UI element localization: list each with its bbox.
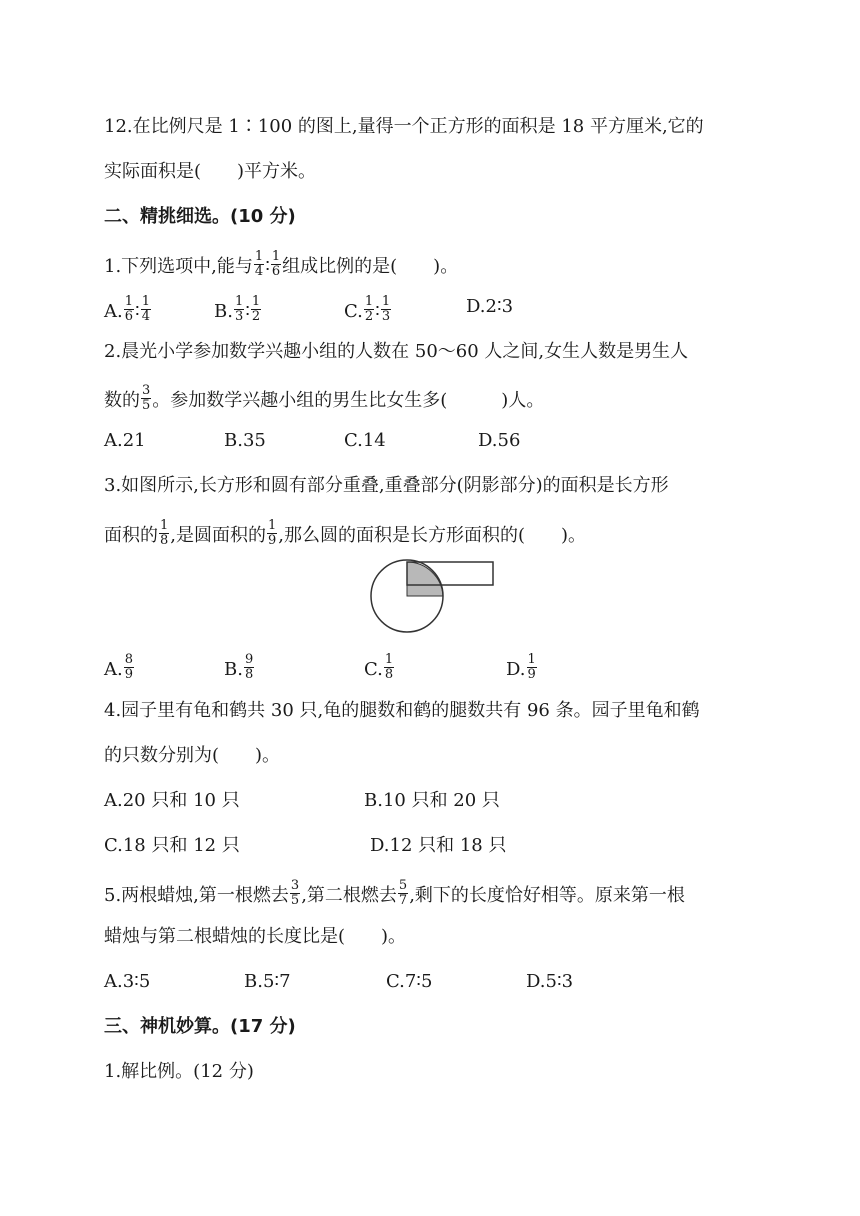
fraction bbox=[384, 653, 394, 681]
fraction bbox=[141, 295, 151, 323]
numerator: 3 bbox=[142, 383, 151, 398]
denominator: 6 bbox=[271, 263, 281, 279]
numerator: 8 bbox=[124, 652, 134, 667]
numerator: 1 bbox=[364, 294, 374, 309]
fraction bbox=[159, 519, 169, 547]
numerator: 1 bbox=[268, 518, 277, 533]
ratio-colon: ∶ bbox=[265, 256, 270, 278]
s2q1-option-a bbox=[104, 294, 152, 326]
fraction bbox=[141, 384, 151, 412]
s2q1-option-b bbox=[214, 294, 262, 326]
numerator: 9 bbox=[244, 652, 254, 667]
question-12-line-2: 实际面积是( )平方米。 bbox=[104, 161, 317, 182]
s2q4-option-d: D.12 只和 18 只 bbox=[370, 835, 507, 856]
numerator: 1 bbox=[271, 249, 281, 264]
fraction bbox=[364, 295, 374, 323]
denominator: 9 bbox=[268, 532, 277, 548]
s2q5-suffix: ,剩下的长度恰好相等。原来第一根 bbox=[409, 885, 685, 907]
denominator: 5 bbox=[290, 892, 300, 908]
denominator: 8 bbox=[244, 666, 254, 682]
denominator: 4 bbox=[141, 308, 150, 324]
ratio-colon: ∶ bbox=[135, 301, 140, 323]
s2-question-2-line-2 bbox=[104, 383, 545, 415]
s2q5-option-d: D.5∶3 bbox=[526, 971, 574, 992]
fraction bbox=[271, 250, 281, 278]
s2q3-option-a bbox=[104, 652, 135, 684]
numerator: 1 bbox=[251, 294, 261, 309]
s2q5-option-a: A.3∶5 bbox=[104, 971, 151, 992]
denominator: 9 bbox=[527, 666, 536, 682]
s2-question-3-line-2 bbox=[104, 518, 587, 550]
s2q5-option-b: B.5∶7 bbox=[244, 971, 291, 992]
numerator: 1 bbox=[381, 294, 391, 309]
fraction bbox=[244, 653, 254, 681]
s2q2-option-d: D.56 bbox=[478, 430, 521, 451]
option-label: A. bbox=[104, 301, 123, 323]
s2-question-3-line-1: 3.如图所示,长方形和圆有部分重叠,重叠部分(阴影部分)的面积是长方形 bbox=[104, 475, 669, 496]
option-label: A. bbox=[104, 659, 123, 681]
denominator: 9 bbox=[124, 666, 134, 682]
denominator: 2 bbox=[364, 308, 374, 324]
numerator: 1 bbox=[254, 249, 264, 264]
fraction bbox=[234, 295, 244, 323]
fraction bbox=[254, 250, 264, 278]
s2q1-suffix: 组成比例的是( )。 bbox=[282, 256, 459, 278]
numerator: 1 bbox=[527, 652, 536, 667]
option-label: D. bbox=[506, 659, 526, 681]
s2q2-prefix: 数的 bbox=[104, 390, 140, 412]
s2q1-option-d: D.2∶3 bbox=[466, 296, 514, 317]
fraction bbox=[527, 653, 537, 681]
s2q2-suffix: 。参加数学兴趣小组的男生比女生多( )人。 bbox=[152, 390, 545, 412]
s2q3-option-c bbox=[364, 652, 395, 684]
numerator: 1 bbox=[384, 652, 394, 667]
overlap-shaded-region bbox=[407, 562, 443, 596]
denominator: 4 bbox=[254, 263, 264, 279]
numerator: 1 bbox=[141, 294, 150, 309]
s2q1-option-c bbox=[344, 294, 392, 326]
fraction bbox=[124, 295, 134, 323]
question-12-line-1: 12.在比例尺是 1∶100 的图上,量得一个正方形的面积是 18 平方厘米,它的 bbox=[104, 116, 704, 137]
option-label: B. bbox=[224, 659, 243, 681]
s2-question-4-line-1: 4.园子里有龟和鹤共 30 只,龟的腿数和鹤的腿数共有 96 条。园子里龟和鹤 bbox=[104, 700, 700, 721]
numerator: 1 bbox=[160, 518, 169, 533]
s2q2-option-c: C.14 bbox=[344, 430, 386, 451]
fraction bbox=[251, 295, 261, 323]
fraction bbox=[124, 653, 134, 681]
s2q2-option-a: A.21 bbox=[104, 430, 146, 451]
s2q3-text-b: ,是圆面积的 bbox=[170, 525, 267, 547]
s2-question-5-line-2: 蜡烛与第二根蜡烛的长度比是( )。 bbox=[104, 926, 407, 947]
s2q1-prefix: 1.下列选项中,能与 bbox=[104, 256, 253, 278]
s2q4-option-c: C.18 只和 12 只 bbox=[104, 835, 240, 856]
denominator: 6 bbox=[124, 308, 134, 324]
s2-question-4-line-2: 的只数分别为( )。 bbox=[104, 745, 281, 766]
denominator: 2 bbox=[251, 308, 261, 324]
fraction bbox=[290, 879, 300, 907]
s2q3-option-d bbox=[506, 652, 538, 684]
numerator: 1 bbox=[124, 294, 134, 309]
ratio-colon: ∶ bbox=[245, 301, 250, 323]
numerator: 5 bbox=[398, 878, 408, 893]
circle-rectangle-figure bbox=[360, 558, 500, 638]
section-2-title: 二、精挑细选。(10 分) bbox=[104, 206, 296, 227]
s2-question-2-line-1: 2.晨光小学参加数学兴趣小组的人数在 50～60 人之间,女生人数是男生人 bbox=[104, 341, 689, 362]
s2q5-prefix: 5.两根蜡烛,第一根燃去 bbox=[104, 885, 289, 907]
s2q3-text-a: 面积的 bbox=[104, 525, 158, 547]
denominator: 8 bbox=[160, 532, 169, 548]
ratio-colon: ∶ bbox=[375, 301, 380, 323]
fraction bbox=[398, 879, 408, 907]
s2-question-5-line-1 bbox=[104, 878, 685, 910]
option-label: C. bbox=[364, 659, 383, 681]
s2q2-option-b: B.35 bbox=[224, 430, 266, 451]
numerator: 1 bbox=[234, 294, 244, 309]
fraction bbox=[381, 295, 391, 323]
s2-question-1 bbox=[104, 249, 459, 281]
denominator: 3 bbox=[234, 308, 244, 324]
numerator: 3 bbox=[290, 878, 300, 893]
denominator: 8 bbox=[384, 666, 394, 682]
denominator: 3 bbox=[381, 308, 391, 324]
section-3-title: 三、神机妙算。(17 分) bbox=[104, 1016, 296, 1037]
s2q5-option-c: C.7∶5 bbox=[386, 971, 433, 992]
s2q3-text-c: ,那么圆的面积是长方形面积的( )。 bbox=[278, 525, 587, 547]
denominator: 7 bbox=[398, 892, 408, 908]
s2q5-middle: ,第二根燃去 bbox=[301, 885, 397, 907]
denominator: 5 bbox=[142, 397, 151, 413]
s2q4-option-b: B.10 只和 20 只 bbox=[364, 790, 500, 811]
fraction bbox=[267, 519, 277, 547]
s2q3-option-b bbox=[224, 652, 255, 684]
option-label: B. bbox=[214, 301, 233, 323]
s3-question-1: 1.解比例。(12 分) bbox=[104, 1061, 254, 1082]
s2q4-option-a: A.20 只和 10 只 bbox=[104, 790, 240, 811]
option-label: C. bbox=[344, 301, 363, 323]
